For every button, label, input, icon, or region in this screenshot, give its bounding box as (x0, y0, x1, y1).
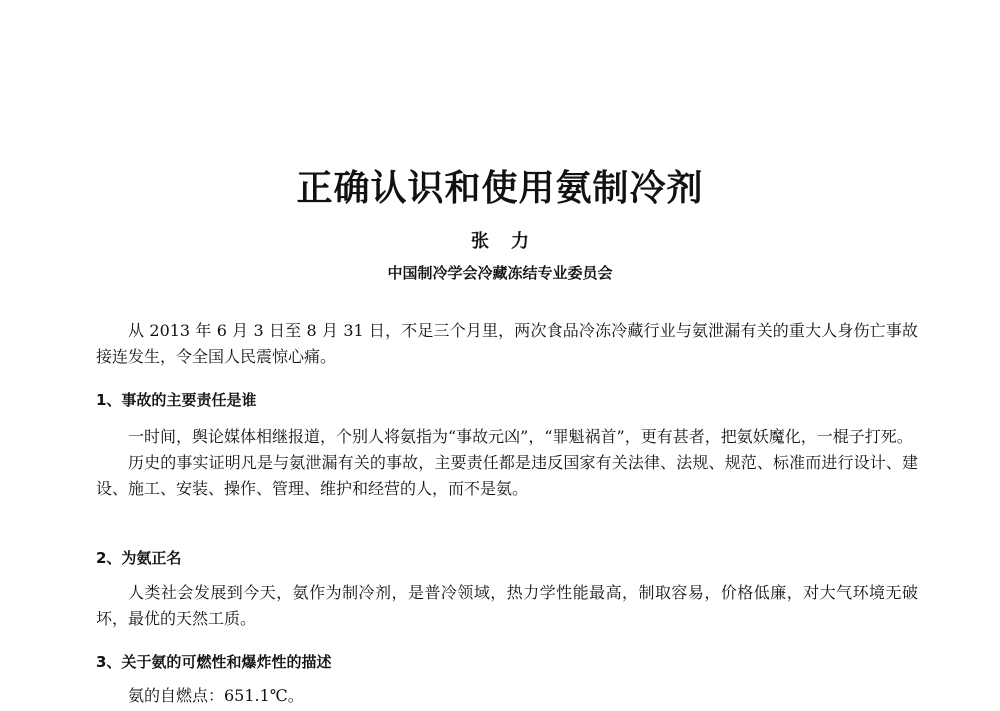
section-1-body (96, 424, 918, 502)
section-2-body (96, 580, 918, 632)
section-2-paragraph-1: 人类社会发展到今天，氨作为制冷剂，是普冷领域，热力学性能最高，制取容易，价格低廉，对大气环境无破坏，最优的天然工质。 (96, 583, 918, 628)
section-1-heading: 1、事故的主要责任是谁 (96, 391, 257, 409)
author-affiliation: 中国制冷学会冷藏冻结专业委员会 (387, 264, 613, 282)
section-2-heading: 2、为氨正名 (96, 549, 182, 567)
section-3-paragraph-1: 氨的自燃点：651.1℃。 (128, 686, 304, 705)
author-name: 张力 (471, 231, 551, 252)
intro-block (96, 318, 918, 370)
paper-title: 正确认识和使用氨制冷剂 (296, 168, 704, 209)
section-1-paragraph-2: 历史的事实证明凡是与氨泄漏有关的事故，主要责任都是违反国家有关法律、法规、规范、标准而进行设计、建设、施工、安装、操作、管理、维护和经营的人，而不是氨。 (96, 453, 918, 498)
section-3-heading: 3、关于氨的可燃性和爆炸性的描述 (96, 653, 332, 671)
section-1-paragraph-1: 一时间，舆论媒体相继报道，个别人将氨指为“事故元凶”，“罪魁祸首”，更有甚者，把氨妖魔化，一棍子打死。 (128, 427, 913, 446)
section-3-body (96, 683, 918, 709)
intro-paragraph: 从 2013 年 6 月 3 日至 8 月 31 日，不足三个月里，两次食品冷冻冷藏行业与氨泄漏有关的重大人身伤亡事故接连发生，令全国人民震惊心痛。 (96, 321, 918, 366)
